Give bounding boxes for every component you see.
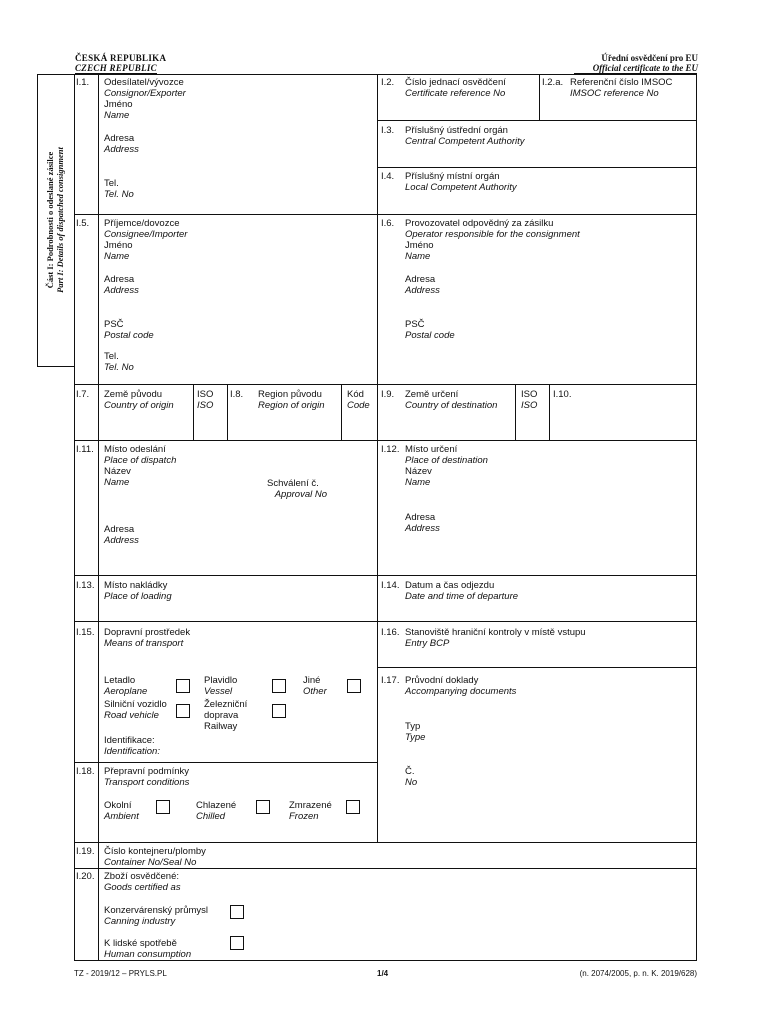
- i15-label-cz: Dopravní prostředek: [104, 627, 191, 638]
- chilled-checkbox[interactable]: [256, 800, 270, 814]
- i18-chill-en: Chilled: [196, 811, 226, 822]
- number-column-divider: [98, 74, 99, 961]
- i12-label-en: Place of destination: [405, 455, 488, 466]
- country-en: CZECH REPUBLIC: [75, 63, 157, 73]
- i18-chill-cz: Chlazené: [196, 800, 237, 811]
- i8-code: [347, 389, 370, 411]
- i3-label-en: Central Competent Authority: [405, 136, 525, 147]
- i9-label-cz: Země určení: [405, 389, 459, 400]
- row-i7-top: [74, 384, 697, 385]
- i13-label-en: Place of loading: [104, 591, 172, 602]
- row-i15-top: [74, 621, 697, 622]
- i9-iso: [521, 389, 537, 411]
- i12-name-cz: Název: [405, 466, 432, 477]
- i6-address: [405, 274, 440, 296]
- i1-tel-en: Tel. No: [104, 189, 134, 200]
- i15-identification: [104, 735, 160, 757]
- row-i19-top: [74, 842, 697, 843]
- i5-psc-cz: PSČ: [104, 319, 124, 330]
- i5-address: [104, 274, 139, 296]
- i15-road: [104, 699, 167, 721]
- i20-canning: [104, 905, 208, 927]
- i18-field: [104, 766, 189, 788]
- i15-label-en: Means of transport: [104, 638, 184, 649]
- i11-addr-cz: Adresa: [104, 524, 135, 535]
- i1-addr-cz: Adresa: [104, 133, 135, 144]
- i9-label-en: Country of destination: [405, 400, 498, 411]
- side-label-cz: Část I: Podrobnosti o odeslané zásilce: [45, 151, 55, 289]
- i2-label-cz: Číslo jednací osvědčení: [405, 77, 506, 88]
- i12-addr-cz: Adresa: [405, 512, 436, 523]
- i9-iso-cz: ISO: [521, 389, 538, 400]
- vessel-checkbox[interactable]: [272, 679, 286, 693]
- row-i4-top: [377, 167, 697, 168]
- i1-address: [104, 133, 139, 155]
- i4-label-en: Local Competent Authority: [405, 182, 517, 193]
- i6-name-en: Name: [405, 251, 431, 262]
- i2a-label-cz: Referenční číslo IMSOC: [570, 77, 673, 88]
- i2a-number: I.2.a.: [542, 77, 564, 88]
- i18-froz-cz: Zmrazené: [289, 800, 332, 811]
- i3-number: I.3.: [381, 125, 395, 136]
- i1-tel: [104, 178, 134, 200]
- i16-label-en: Entry BCP: [405, 638, 450, 649]
- i10-divider: [549, 384, 550, 440]
- row-i20-top: [74, 868, 697, 869]
- i15-number: I.15.: [76, 627, 95, 638]
- i15-rail-cz2: doprava: [204, 710, 239, 721]
- i5-name-cz: Jméno: [104, 240, 133, 251]
- i11-name-en: Name: [104, 477, 130, 488]
- i19-field: [104, 846, 206, 868]
- i8-label-cz: Region původu: [258, 389, 322, 400]
- i4-field: [405, 171, 517, 193]
- i15-road-en: Road vehicle: [104, 710, 159, 721]
- i15-air-en: Aeroplane: [104, 686, 148, 697]
- i14-label-cz: Datum a čas odjezdu: [405, 580, 495, 591]
- i1-addr-en: Address: [104, 144, 139, 155]
- i6-psc-cz: PSČ: [405, 319, 425, 330]
- i7-number: I.7.: [76, 389, 90, 400]
- i6-addr-en: Address: [405, 285, 440, 296]
- i15-vessel: [204, 675, 237, 697]
- other-checkbox[interactable]: [347, 679, 361, 693]
- i18-label-cz: Přepravní podmínky: [104, 766, 190, 777]
- i17-no-en: No: [405, 777, 418, 788]
- i15-air-cz: Letadlo: [104, 675, 136, 686]
- i8-divider: [227, 384, 228, 440]
- i10-number: I.10.: [553, 389, 572, 400]
- i6-postal: [405, 319, 455, 341]
- cert-cz: Úřední osvědčení pro EU: [601, 53, 698, 63]
- i15-ident-cz: Identifikace:: [104, 735, 155, 746]
- row-i18-top: [74, 762, 377, 763]
- i20-can-cz: Konzervárenský průmysl: [104, 905, 209, 916]
- i11-number: I.11.: [76, 444, 94, 455]
- i1-label-en: Consignor/Exporter: [104, 88, 186, 99]
- i14-field: [405, 580, 518, 602]
- i9-field: [405, 389, 497, 411]
- human-consumption-checkbox[interactable]: [230, 936, 244, 950]
- i17-field: [405, 675, 516, 697]
- i6-field: [405, 218, 580, 262]
- i20-hum-en: Human consumption: [104, 949, 192, 960]
- i3-label-cz: Příslušný ústřední orgán: [405, 125, 508, 136]
- i8-code-en: Code: [347, 400, 370, 411]
- i11-label-en: Place of dispatch: [104, 455, 177, 466]
- i12-addr-en: Address: [405, 523, 440, 534]
- i9-iso-divider: [515, 384, 516, 440]
- i5-addr-cz: Adresa: [104, 274, 135, 285]
- i19-label-cz: Číslo kontejneru/plomby: [104, 846, 206, 857]
- i11-address: [104, 524, 139, 546]
- i11-addr-en: Address: [104, 535, 139, 546]
- i1-number: I.1.: [76, 77, 90, 88]
- i19-number: I.19.: [76, 846, 95, 857]
- i2a-label-en: IMSOC reference No: [570, 88, 659, 99]
- i8-number: I.8.: [230, 389, 244, 400]
- i1-name-en: Name: [104, 110, 130, 121]
- i15-ident-en: Identification:: [104, 746, 160, 757]
- i11-approval: [267, 478, 327, 500]
- i7-field: [104, 389, 174, 411]
- header-country: [75, 53, 166, 73]
- i15-field: [104, 627, 190, 649]
- i15-rail-en: Railway: [204, 721, 238, 732]
- i7-iso-cz: ISO: [197, 389, 214, 400]
- i2a-field: [570, 77, 672, 99]
- i18-frozen: [289, 800, 332, 822]
- i6-label-en: Operator responsible for the consignment: [405, 229, 580, 240]
- i17-type-cz: Typ: [405, 721, 421, 732]
- i7-iso-divider: [193, 384, 194, 440]
- road-vehicle-checkbox[interactable]: [176, 704, 190, 718]
- i7-iso: [197, 389, 213, 411]
- i6-name-cz: Jméno: [405, 240, 434, 251]
- i20-can-en: Canning industry: [104, 916, 176, 927]
- canning-industry-checkbox[interactable]: [230, 905, 244, 919]
- aeroplane-checkbox[interactable]: [176, 679, 190, 693]
- i20-hum-cz: K lidské spotřebě: [104, 938, 177, 949]
- i17-label-en: Accompanying documents: [405, 686, 517, 697]
- i17-no-cz: Č.: [405, 766, 415, 777]
- i3-field: [405, 125, 525, 147]
- i2-divider: [539, 74, 540, 120]
- i15-other: [303, 675, 327, 697]
- i18-label-en: Transport conditions: [104, 777, 190, 788]
- i16-field: [405, 627, 586, 649]
- i8-label-en: Region of origin: [258, 400, 325, 411]
- i7-label-cz: Země původu: [104, 389, 163, 400]
- i17-label-cz: Průvodní doklady: [405, 675, 479, 686]
- i1-label-cz: Odesílatel/vývozce: [104, 77, 184, 88]
- i5-name-en: Name: [104, 251, 130, 262]
- i5-label-cz: Příjemce/dovozce: [104, 218, 180, 229]
- i16-number: I.16.: [381, 627, 400, 638]
- row-i11-top: [74, 440, 697, 441]
- page-number: 1/4: [377, 969, 389, 978]
- i7-label-en: Country of origin: [104, 400, 174, 411]
- i13-number: I.13.: [76, 580, 95, 591]
- cert-en: Official certificate to the EU: [592, 63, 698, 73]
- i12-number: I.12.: [381, 444, 400, 455]
- i5-field: [104, 218, 187, 262]
- footer-code: TZ - 2019/12 – PRYLS.PL: [74, 969, 167, 978]
- i15-railway: [204, 699, 247, 732]
- i2-field: [405, 77, 506, 99]
- i15-rail-cz1: Železniční: [204, 699, 248, 710]
- i20-label-cz: Zboží osvědčené:: [104, 871, 179, 882]
- i11-appr-en: Approval No: [274, 489, 327, 500]
- certificate-form: [74, 74, 697, 961]
- i11-label-cz: Místo odeslání: [104, 444, 166, 455]
- i1-tel-cz: Tel.: [104, 178, 119, 189]
- side-label-en: Part I: Details of dispatched consignment: [55, 147, 65, 293]
- i12-address: [405, 512, 440, 534]
- side-label: [45, 147, 65, 293]
- i12-field: [405, 444, 488, 488]
- i17-type: [405, 721, 425, 743]
- frozen-checkbox[interactable]: [346, 800, 360, 814]
- row-i3-top: [377, 120, 697, 121]
- center-divider: [377, 74, 378, 842]
- i5-tel-en: Tel. No: [104, 362, 134, 373]
- i1-field: [104, 77, 186, 121]
- i17-number: I.17.: [381, 675, 400, 686]
- i14-label-en: Date and time of departure: [405, 591, 519, 602]
- i8-code-divider: [341, 384, 342, 440]
- i18-amb-cz: Okolní: [104, 800, 132, 811]
- i18-ambient: [104, 800, 139, 822]
- i19-label-en: Container No/Seal No: [104, 857, 197, 868]
- i15-other-en: Other: [303, 686, 327, 697]
- i20-human: [104, 938, 191, 960]
- i4-number: I.4.: [381, 171, 395, 182]
- i17-no: [405, 766, 417, 788]
- i18-number: I.18.: [76, 766, 95, 777]
- i5-postal: [104, 319, 154, 341]
- i6-addr-cz: Adresa: [405, 274, 436, 285]
- i6-label-cz: Provozovatel odpovědný za zásilku: [405, 218, 554, 229]
- i15-vessel-en: Vessel: [204, 686, 233, 697]
- i7-iso-en: ISO: [197, 400, 214, 411]
- i5-label-en: Consignee/Importer: [104, 229, 188, 240]
- i2-number: I.2.: [381, 77, 395, 88]
- i18-froz-en: Frozen: [289, 811, 319, 822]
- railway-checkbox[interactable]: [272, 704, 286, 718]
- i15-vessel-cz: Plavidlo: [204, 675, 238, 686]
- i11-name-cz: Název: [104, 466, 131, 477]
- i13-field: [104, 580, 172, 602]
- i1-name-cz: Jméno: [104, 99, 133, 110]
- i20-label-en: Goods certified as: [104, 882, 181, 893]
- i5-psc-en: Postal code: [104, 330, 154, 341]
- ambient-checkbox[interactable]: [156, 800, 170, 814]
- row-i13-top: [74, 575, 697, 576]
- i8-field: [258, 389, 325, 411]
- i11-appr-cz: Schválení č.: [267, 478, 319, 489]
- i6-number: I.6.: [381, 218, 395, 229]
- i20-number: I.20.: [76, 871, 95, 882]
- i15-road-cz: Silniční vozidlo: [104, 699, 167, 710]
- row-i5-top: [74, 214, 697, 215]
- i5-tel: [104, 351, 134, 373]
- header-certificate: [593, 53, 698, 73]
- i18-amb-en: Ambient: [104, 811, 139, 822]
- i4-label-cz: Příslušný místní orgán: [405, 171, 500, 182]
- i12-label-cz: Místo určení: [405, 444, 458, 455]
- i15-aeroplane: [104, 675, 147, 697]
- i17-type-en: Type: [405, 732, 426, 743]
- i9-iso-en: ISO: [521, 400, 538, 411]
- i12-name-en: Name: [405, 477, 431, 488]
- i5-tel-cz: Tel.: [104, 351, 119, 362]
- i20-field: [104, 871, 181, 893]
- i18-chilled: [196, 800, 236, 822]
- footer-regulation: (n. 2074/2005, p. n. K. 2019/628): [579, 969, 697, 978]
- i9-number: I.9.: [381, 389, 395, 400]
- i16-label-cz: Stanoviště hraniční kontroly v místě vstupu: [405, 627, 586, 638]
- row-i17-top: [377, 667, 697, 668]
- i8-code-cz: Kód: [347, 389, 364, 400]
- i15-other-cz: Jiné: [303, 675, 321, 686]
- i11-field: [104, 444, 176, 488]
- i5-number: I.5.: [76, 218, 90, 229]
- i13-label-cz: Místo nakládky: [104, 580, 168, 591]
- i6-psc-en: Postal code: [405, 330, 455, 341]
- i2-label-en: Certificate reference No: [405, 88, 506, 99]
- i14-number: I.14.: [381, 580, 400, 591]
- country-cz: ČESKÁ REPUBLIKA: [75, 53, 167, 63]
- i5-addr-en: Address: [104, 285, 139, 296]
